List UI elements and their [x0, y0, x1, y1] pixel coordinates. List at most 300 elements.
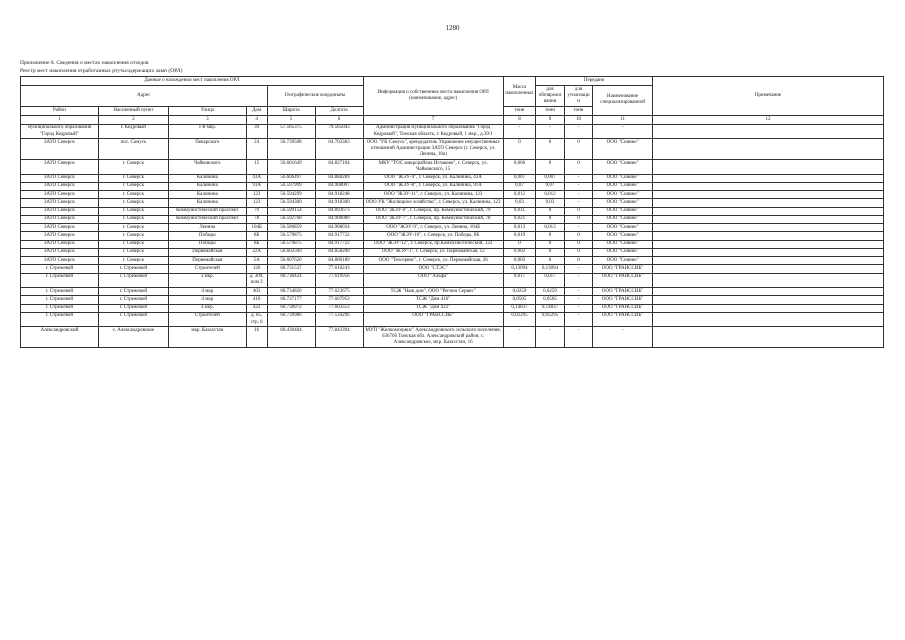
- cell-utilization: -: [564, 182, 593, 190]
- cell-disposal: 0,13094: [536, 265, 565, 273]
- table-row: [21, 296, 884, 304]
- cell-mass: 0: [503, 139, 535, 160]
- registry-title: Реестр мест накопления отработанных ртутьсодержащих ламп (ОРЛ): [20, 68, 183, 74]
- header-transferred: Передано: [536, 77, 653, 86]
- cell-street: мкр. Казахстан: [168, 327, 246, 348]
- cell-lon: 84.908007: [315, 182, 363, 190]
- cell-street: Ленина: [168, 224, 246, 232]
- cell-house: 8Б: [246, 240, 267, 248]
- cell-house: д. 309, пом 3: [246, 273, 267, 288]
- cell-street: 4 мкр: [168, 296, 246, 304]
- header-unit-mass: тонн: [503, 106, 535, 115]
- cell-org: ООО "Сияние": [593, 224, 653, 232]
- table-row: [21, 327, 884, 348]
- table-row: [21, 304, 884, 312]
- cell-settlement: г. Северск: [98, 207, 168, 215]
- cell-settlement: г. Стрежевой: [98, 296, 168, 304]
- cell-disposal: -: [536, 124, 565, 139]
- cell-lon: 77.843394: [315, 327, 363, 348]
- cell-note: [652, 160, 883, 175]
- cell-note: [652, 273, 883, 288]
- cell-lat: 56.594299: [267, 191, 315, 199]
- cell-owner: ООО "ЖЭУ-8", г. Северск, ул. Калинина, 91А: [363, 182, 503, 190]
- cell-mass: 0,07: [503, 182, 535, 190]
- cell-street: Коммунистический проспект: [168, 215, 246, 223]
- cell-utilization: -: [564, 191, 593, 199]
- cell-lon: 77.623675: [315, 288, 363, 296]
- col-num-2: 2: [98, 115, 168, 124]
- cell-owner: ООО "ЖЭУ-6", г. Северск, пр. Коммунистический, 79: [363, 207, 503, 215]
- cell-settlement: г. Северск: [98, 191, 168, 199]
- cell-note: [652, 257, 883, 265]
- cell-lon: 84.918248: [315, 191, 363, 199]
- cell-disposal: 0: [536, 160, 565, 175]
- cell-lat: 56.607620: [267, 257, 315, 265]
- cell-lon: 79.565043: [315, 124, 363, 139]
- cell-mass: 0,019: [503, 232, 535, 240]
- cell-district: г. Стрежевой: [21, 296, 99, 304]
- cell-house: 15: [246, 160, 267, 175]
- cell-house: 24: [246, 139, 267, 160]
- table-row: [21, 182, 884, 190]
- table-row: [21, 224, 884, 232]
- cell-disposal: 0,017: [536, 273, 565, 288]
- cell-mass: -: [503, 327, 535, 348]
- cell-utilization: 0: [564, 160, 593, 175]
- cell-mass: 0,002: [503, 248, 535, 256]
- table-row: [21, 207, 884, 215]
- cell-note: [652, 288, 883, 296]
- cell-mass: 0,006: [503, 160, 535, 175]
- cell-lat: 57.565375: [267, 124, 315, 139]
- cell-mass: 0,13094: [503, 265, 535, 273]
- cell-house: 123: [246, 199, 267, 207]
- cell-house: 22А: [246, 248, 267, 256]
- cell-district: ЗАТО Северск: [21, 174, 99, 182]
- cell-disposal: 0: [536, 257, 565, 265]
- cell-note: [652, 296, 883, 304]
- cell-disposal: 0: [536, 139, 565, 160]
- registry-table: [20, 76, 884, 348]
- table-row: [21, 160, 884, 175]
- col-num-3: 3: [168, 115, 246, 124]
- cell-lat: 60.730424: [267, 273, 315, 288]
- cell-org: ООО "Сияние": [593, 240, 653, 248]
- cell-street: 1-й мкр.: [168, 124, 246, 139]
- cell-settlement: г. Северск: [98, 215, 168, 223]
- cell-settlement: г. Стрежевой: [98, 273, 168, 288]
- cell-house: 43А: [246, 174, 267, 182]
- cell-mass: 0,003: [503, 257, 535, 265]
- cell-disposal: 0,0259: [536, 288, 565, 296]
- cell-org: ООО "ГРАНССИБ": [593, 265, 653, 273]
- cell-lat: 56.586859: [267, 224, 315, 232]
- appendix-title: Приложение 8. Сведения о местах накопления отходов: [20, 60, 149, 66]
- registry-rows: [21, 124, 884, 347]
- table-row: [21, 288, 884, 296]
- cell-settlement: г. Кедровый: [98, 124, 168, 139]
- col-num-1: 1: [21, 115, 99, 124]
- cell-lat: 60.739986: [267, 312, 315, 327]
- cell-house: 123: [246, 191, 267, 199]
- cell-owner: ТСЖ "Дом 416": [363, 296, 503, 304]
- header-tr-disposal: для обезвреживания: [536, 86, 565, 107]
- cell-lon: 77.607953: [315, 296, 363, 304]
- cell-utilization: 0: [564, 215, 593, 223]
- cell-district: ЗАТО Северск: [21, 257, 99, 265]
- cell-note: [652, 207, 883, 215]
- cell-mass: 0,007: [503, 174, 535, 182]
- cell-street: Коммунистический проспект: [168, 207, 246, 215]
- cell-house: 126: [246, 265, 267, 273]
- header-mass: Масса накопленных: [503, 77, 535, 107]
- cell-disposal: 0,03: [536, 199, 565, 207]
- cell-note: [652, 248, 883, 256]
- cell-district: ЗАТО Северск: [21, 139, 99, 160]
- header-unit-disposal: тонн: [536, 106, 565, 115]
- cell-street: 3 мкр.: [168, 273, 246, 288]
- cell-street: 4 мкр: [168, 288, 246, 296]
- cell-org: ООО "ГРАНССИБ": [593, 288, 653, 296]
- cell-disposal: 0,07: [536, 182, 565, 190]
- header-note: Примечание: [652, 77, 883, 116]
- cell-district: муниципального образования "Город Кедровый": [21, 124, 99, 139]
- cell-lat: 56.606497: [267, 174, 315, 182]
- cell-org: -: [593, 124, 653, 139]
- cell-street: Пекарского: [168, 139, 246, 160]
- cell-owner: МУП "Жилкомсервис" Александровского сельского поселения, 636760 Томская обл. Александровский район, с. Александровское, мкр. Казахстан, 16: [363, 327, 503, 348]
- header-house: Дом: [246, 106, 267, 115]
- cell-settlement: г. Северск: [98, 232, 168, 240]
- cell-owner: ООО "ЖЭУ-10", г. Северск, ул. Победы, 8Б: [363, 232, 503, 240]
- cell-house: 403: [246, 288, 267, 296]
- cell-mass: 0,02295: [503, 312, 535, 327]
- cell-mass: 0,03: [503, 199, 535, 207]
- cell-note: [652, 182, 883, 190]
- cell-house: 39: [246, 124, 267, 139]
- cell-owner: ООО "Техсервис", г. Северск, ул. Первомайская, 26: [363, 257, 503, 265]
- cell-org: ООО "Сияние": [593, 174, 653, 182]
- cell-lat: 56.597999: [267, 182, 315, 190]
- cell-settlement: г. Стрежевой: [98, 304, 168, 312]
- table-row: [21, 199, 884, 207]
- cell-district: г. Стрежевой: [21, 312, 99, 327]
- col-num-8: 8: [503, 115, 535, 124]
- cell-utilization: -: [564, 312, 593, 327]
- header-owner: Информация о собственнике места накопления ОРЛ (наименование, адрес): [363, 77, 503, 116]
- cell-settlement: г. Северск: [98, 174, 168, 182]
- header-tr-utilization: для утилизации: [564, 86, 593, 107]
- table-row: [21, 248, 884, 256]
- cell-house: 422: [246, 304, 267, 312]
- header-lat: Широта: [267, 106, 315, 115]
- cell-lon: 77.534296: [315, 312, 363, 327]
- cell-street: Строителей: [168, 312, 246, 327]
- cell-district: ЗАТО Северск: [21, 232, 99, 240]
- cell-house: 78: [246, 215, 267, 223]
- cell-owner: ООО "ЖЭУ-9", г. Северск, ул. Ленина, 104Б: [363, 224, 503, 232]
- cell-settlement: г. Стрежевой: [98, 312, 168, 327]
- cell-org: ООО "Сияние": [593, 191, 653, 199]
- cell-org: ООО "Сияние": [593, 182, 653, 190]
- cell-mass: 0,013: [503, 224, 535, 232]
- col-num-11: 11: [593, 115, 653, 124]
- cell-settlement: г. Северск: [98, 248, 168, 256]
- col-num-12: 12: [652, 115, 883, 124]
- cell-lat: 60.430484: [267, 327, 315, 348]
- cell-mass: 0,0259: [503, 288, 535, 296]
- cell-lon: 84.860189: [315, 257, 363, 265]
- table-row: [21, 124, 884, 139]
- cell-utilization: 0: [564, 257, 593, 265]
- cell-district: ЗАТО Северск: [21, 182, 99, 190]
- cell-org: ООО "Сияние": [593, 207, 653, 215]
- cell-note: [652, 327, 883, 348]
- cell-disposal: 0,012: [536, 191, 565, 199]
- cell-settlement: г. Северск: [98, 182, 168, 190]
- cell-owner: ТСЖ "Дом 422": [363, 304, 503, 312]
- cell-lat: 60.734820: [267, 288, 315, 296]
- cell-lon: 84.888289: [315, 174, 363, 182]
- cell-house: 8Б: [246, 232, 267, 240]
- cell-note: [652, 215, 883, 223]
- cell-disposal: 0: [536, 215, 565, 223]
- cell-lon: 84.893673: [315, 207, 363, 215]
- cell-district: ЗАТО Северск: [21, 199, 99, 207]
- table-row: [21, 312, 884, 327]
- cell-org: ООО "ГРАНССИБ": [593, 304, 653, 312]
- header-address: Адрес: [21, 86, 268, 107]
- cell-org: -: [593, 327, 653, 348]
- col-num-6: 6: [315, 115, 363, 124]
- cell-disposal: 0: [536, 248, 565, 256]
- cell-lat: 56.602509: [267, 248, 315, 256]
- cell-lat: 56.601649: [267, 160, 315, 175]
- cell-house: 16: [246, 327, 267, 348]
- table-row: [21, 139, 884, 160]
- cell-disposal: 0: [536, 240, 565, 248]
- cell-owner: ООО "СТЭС": [363, 265, 503, 273]
- cell-settlement: пос. Самусь: [98, 139, 168, 160]
- cell-mass: 0,0505: [503, 296, 535, 304]
- header-settlement: Населенный пункт: [98, 106, 168, 115]
- cell-house: 79: [246, 207, 267, 215]
- cell-disposal: 0,0505: [536, 296, 565, 304]
- cell-note: [652, 240, 883, 248]
- cell-org: ООО "ГРАНССИБ": [593, 312, 653, 327]
- cell-district: ЗАТО Северск: [21, 215, 99, 223]
- cell-note: [652, 304, 883, 312]
- cell-district: г. Стрежевой: [21, 304, 99, 312]
- cell-note: [652, 139, 883, 160]
- cell-lon: 84.918300: [315, 199, 363, 207]
- col-num-10: 10: [564, 115, 593, 124]
- cell-street: Калинина: [168, 191, 246, 199]
- cell-street: Чайковского: [168, 160, 246, 175]
- col-num-7: 7: [363, 115, 503, 124]
- cell-owner: ООО УК "Жилищное хозяйство", г. Северск, ул. Калинина, 123: [363, 199, 503, 207]
- cell-mass: 0: [503, 240, 535, 248]
- cell-note: [652, 174, 883, 182]
- cell-settlement: г. Северск: [98, 199, 168, 207]
- table-row: [21, 257, 884, 265]
- cell-lon: 84.917722: [315, 240, 363, 248]
- cell-disposal: 0,007: [536, 174, 565, 182]
- cell-lon: 77.603353: [315, 304, 363, 312]
- table-row: [21, 232, 884, 240]
- cell-note: [652, 265, 883, 273]
- cell-utilization: -: [564, 124, 593, 139]
- cell-street: Первомайская: [168, 248, 246, 256]
- cell-house: д. 85, стр. 8: [246, 312, 267, 327]
- table-row: [21, 265, 884, 273]
- cell-note: [652, 191, 883, 199]
- cell-lat: 60.737177: [267, 296, 315, 304]
- cell-org: ООО "ГРАНССИБ": [593, 273, 653, 288]
- table-row: [21, 273, 884, 288]
- cell-utilization: 0: [564, 139, 593, 160]
- cell-settlement: с. Александровское: [98, 327, 168, 348]
- cell-mass: 0,017: [503, 273, 535, 288]
- cell-district: г. Стрежевой: [21, 265, 99, 273]
- cell-org: ООО "ГРАНССИБ": [593, 296, 653, 304]
- cell-owner: Администрация муниципального образования "Город Кедровый", Томская область, г. Кедровый, 1 мкр., д.39/1: [363, 124, 503, 139]
- col-num-9: 9: [536, 115, 565, 124]
- cell-lat: 56.592768: [267, 215, 315, 223]
- col-num-5: 5: [267, 115, 315, 124]
- cell-utilization: -: [564, 174, 593, 182]
- cell-district: ЗАТО Северск: [21, 160, 99, 175]
- cell-owner: ООО "ЖЭУ-7", г. Северск, пр. Коммунистический, 78: [363, 215, 503, 223]
- cell-org: ООО "Сияние": [593, 160, 653, 175]
- cell-utilization: -: [564, 224, 593, 232]
- col-num-4: 4: [246, 115, 267, 124]
- cell-utilization: -: [564, 288, 593, 296]
- cell-lon: 84.917722: [315, 232, 363, 240]
- cell-org: ООО "Сияние": [593, 232, 653, 240]
- cell-utilization: 0: [564, 207, 593, 215]
- cell-settlement: г. Северск: [98, 160, 168, 175]
- page-number: 1280: [445, 24, 460, 32]
- cell-district: ЗАТО Северск: [21, 248, 99, 256]
- cell-utilization: -: [564, 273, 593, 288]
- cell-lat: 60.731537: [267, 265, 315, 273]
- cell-disposal: 0: [536, 232, 565, 240]
- cell-utilization: -: [564, 296, 593, 304]
- cell-utilization: 0: [564, 248, 593, 256]
- cell-settlement: г. Северск: [98, 257, 168, 265]
- cell-mass: 0,011: [503, 207, 535, 215]
- cell-settlement: г. Северск: [98, 240, 168, 248]
- cell-org: ООО "Сияние": [593, 139, 653, 160]
- cell-note: [652, 224, 883, 232]
- cell-owner: ООО "ЖЭУ-1", г. Северск, ул. Первомайская, 12: [363, 248, 503, 256]
- cell-note: [652, 312, 883, 327]
- cell-district: Александровский: [21, 327, 99, 348]
- header-unit-util: тонн: [564, 106, 593, 115]
- cell-lon: 84.908034: [315, 224, 363, 232]
- cell-lat: 56.579875: [267, 240, 315, 248]
- cell-owner: ООО "ЖЭУ-4", г. Северск, ул. Калинина, 43А: [363, 174, 503, 182]
- cell-street: Калинина: [168, 174, 246, 182]
- cell-lat: 56.739508: [267, 139, 315, 160]
- header-lon: Долгота: [315, 106, 363, 115]
- cell-street: Калинина: [168, 199, 246, 207]
- cell-district: ЗАТО Северск: [21, 224, 99, 232]
- cell-org: ООО "Сияние": [593, 248, 653, 256]
- cell-owner: ООО "ЖЭУ-11", г. Северск, ул. Калинина, 123: [363, 191, 503, 199]
- cell-mass: 0,14837: [503, 304, 535, 312]
- cell-settlement: г. Северск: [98, 224, 168, 232]
- cell-settlement: г. Стрежевой: [98, 265, 168, 273]
- cell-lon: 84.900089: [315, 215, 363, 223]
- cell-note: [652, 199, 883, 207]
- cell-owner: ООО "УК Самусь", арендодатель Управление имущественных отношений Администрации ЗАТО Северск (г. Северск, ул. Ленина, 18а): [363, 139, 503, 160]
- cell-street: Первомайская: [168, 257, 246, 265]
- table-row: [21, 215, 884, 223]
- cell-utilization: 0: [564, 240, 593, 248]
- cell-settlement: г. Стрежевой: [98, 288, 168, 296]
- cell-lat: 60.738972: [267, 304, 315, 312]
- cell-note: [652, 124, 883, 139]
- cell-mass: -: [503, 124, 535, 139]
- cell-house: 5А: [246, 257, 267, 265]
- cell-disposal: 0,02295: [536, 312, 565, 327]
- cell-org: ООО "Сияние": [593, 215, 653, 223]
- cell-lat: 56.599154: [267, 207, 315, 215]
- cell-lat: 56.594300: [267, 199, 315, 207]
- header-geo: Географические координаты: [267, 86, 363, 107]
- cell-owner: ООО "ЖЭУ-12", г. Северск, пр.Коммунистический, 122: [363, 240, 503, 248]
- cell-disposal: 0,013: [536, 224, 565, 232]
- cell-lat: 56.579875: [267, 232, 315, 240]
- header-tr-org: Наименование специализированной: [593, 86, 653, 116]
- cell-lon: 84.827104: [315, 160, 363, 175]
- cell-street: 4 мкр.: [168, 304, 246, 312]
- cell-district: г. Стрежевой: [21, 273, 99, 288]
- cell-lon: 84.703383: [315, 139, 363, 160]
- cell-owner: МКУ "ТОС микрорайона Иглаково", г. Северск, ул. Чайковского, 15: [363, 160, 503, 175]
- header-street: Улица: [168, 106, 246, 115]
- table-row: [21, 191, 884, 199]
- header-district: Район: [21, 106, 99, 115]
- header-location-group: Данные о нахождении мест накопления ОРЛ: [21, 77, 364, 86]
- cell-house: 104Б: [246, 224, 267, 232]
- cell-district: ЗАТО Северск: [21, 240, 99, 248]
- cell-disposal: -: [536, 327, 565, 348]
- cell-lon: 84.858200: [315, 248, 363, 256]
- cell-owner: ООО "ГРАНССИБ": [363, 312, 503, 327]
- cell-org: ООО "Сияние": [593, 199, 653, 207]
- cell-street: Калинина: [168, 182, 246, 190]
- cell-lon: 77.610243: [315, 265, 363, 273]
- cell-owner: ООО "Альфа": [363, 273, 503, 288]
- table-row: [21, 174, 884, 182]
- cell-lon: 77.619956: [315, 273, 363, 288]
- cell-district: ЗАТО Северск: [21, 191, 99, 199]
- table-row: [21, 240, 884, 248]
- cell-utilization: -: [564, 265, 593, 273]
- cell-utilization: 0: [564, 232, 593, 240]
- cell-street: Строителей: [168, 265, 246, 273]
- cell-street: Победы: [168, 240, 246, 248]
- cell-utilization: -: [564, 327, 593, 348]
- cell-mass: 0,012: [503, 191, 535, 199]
- cell-org: ООО "Сияние": [593, 257, 653, 265]
- cell-owner: ТСЖ "Наш дом", ООО "Регион Сервис": [363, 288, 503, 296]
- cell-utilization: -: [564, 199, 593, 207]
- cell-house: 91А: [246, 182, 267, 190]
